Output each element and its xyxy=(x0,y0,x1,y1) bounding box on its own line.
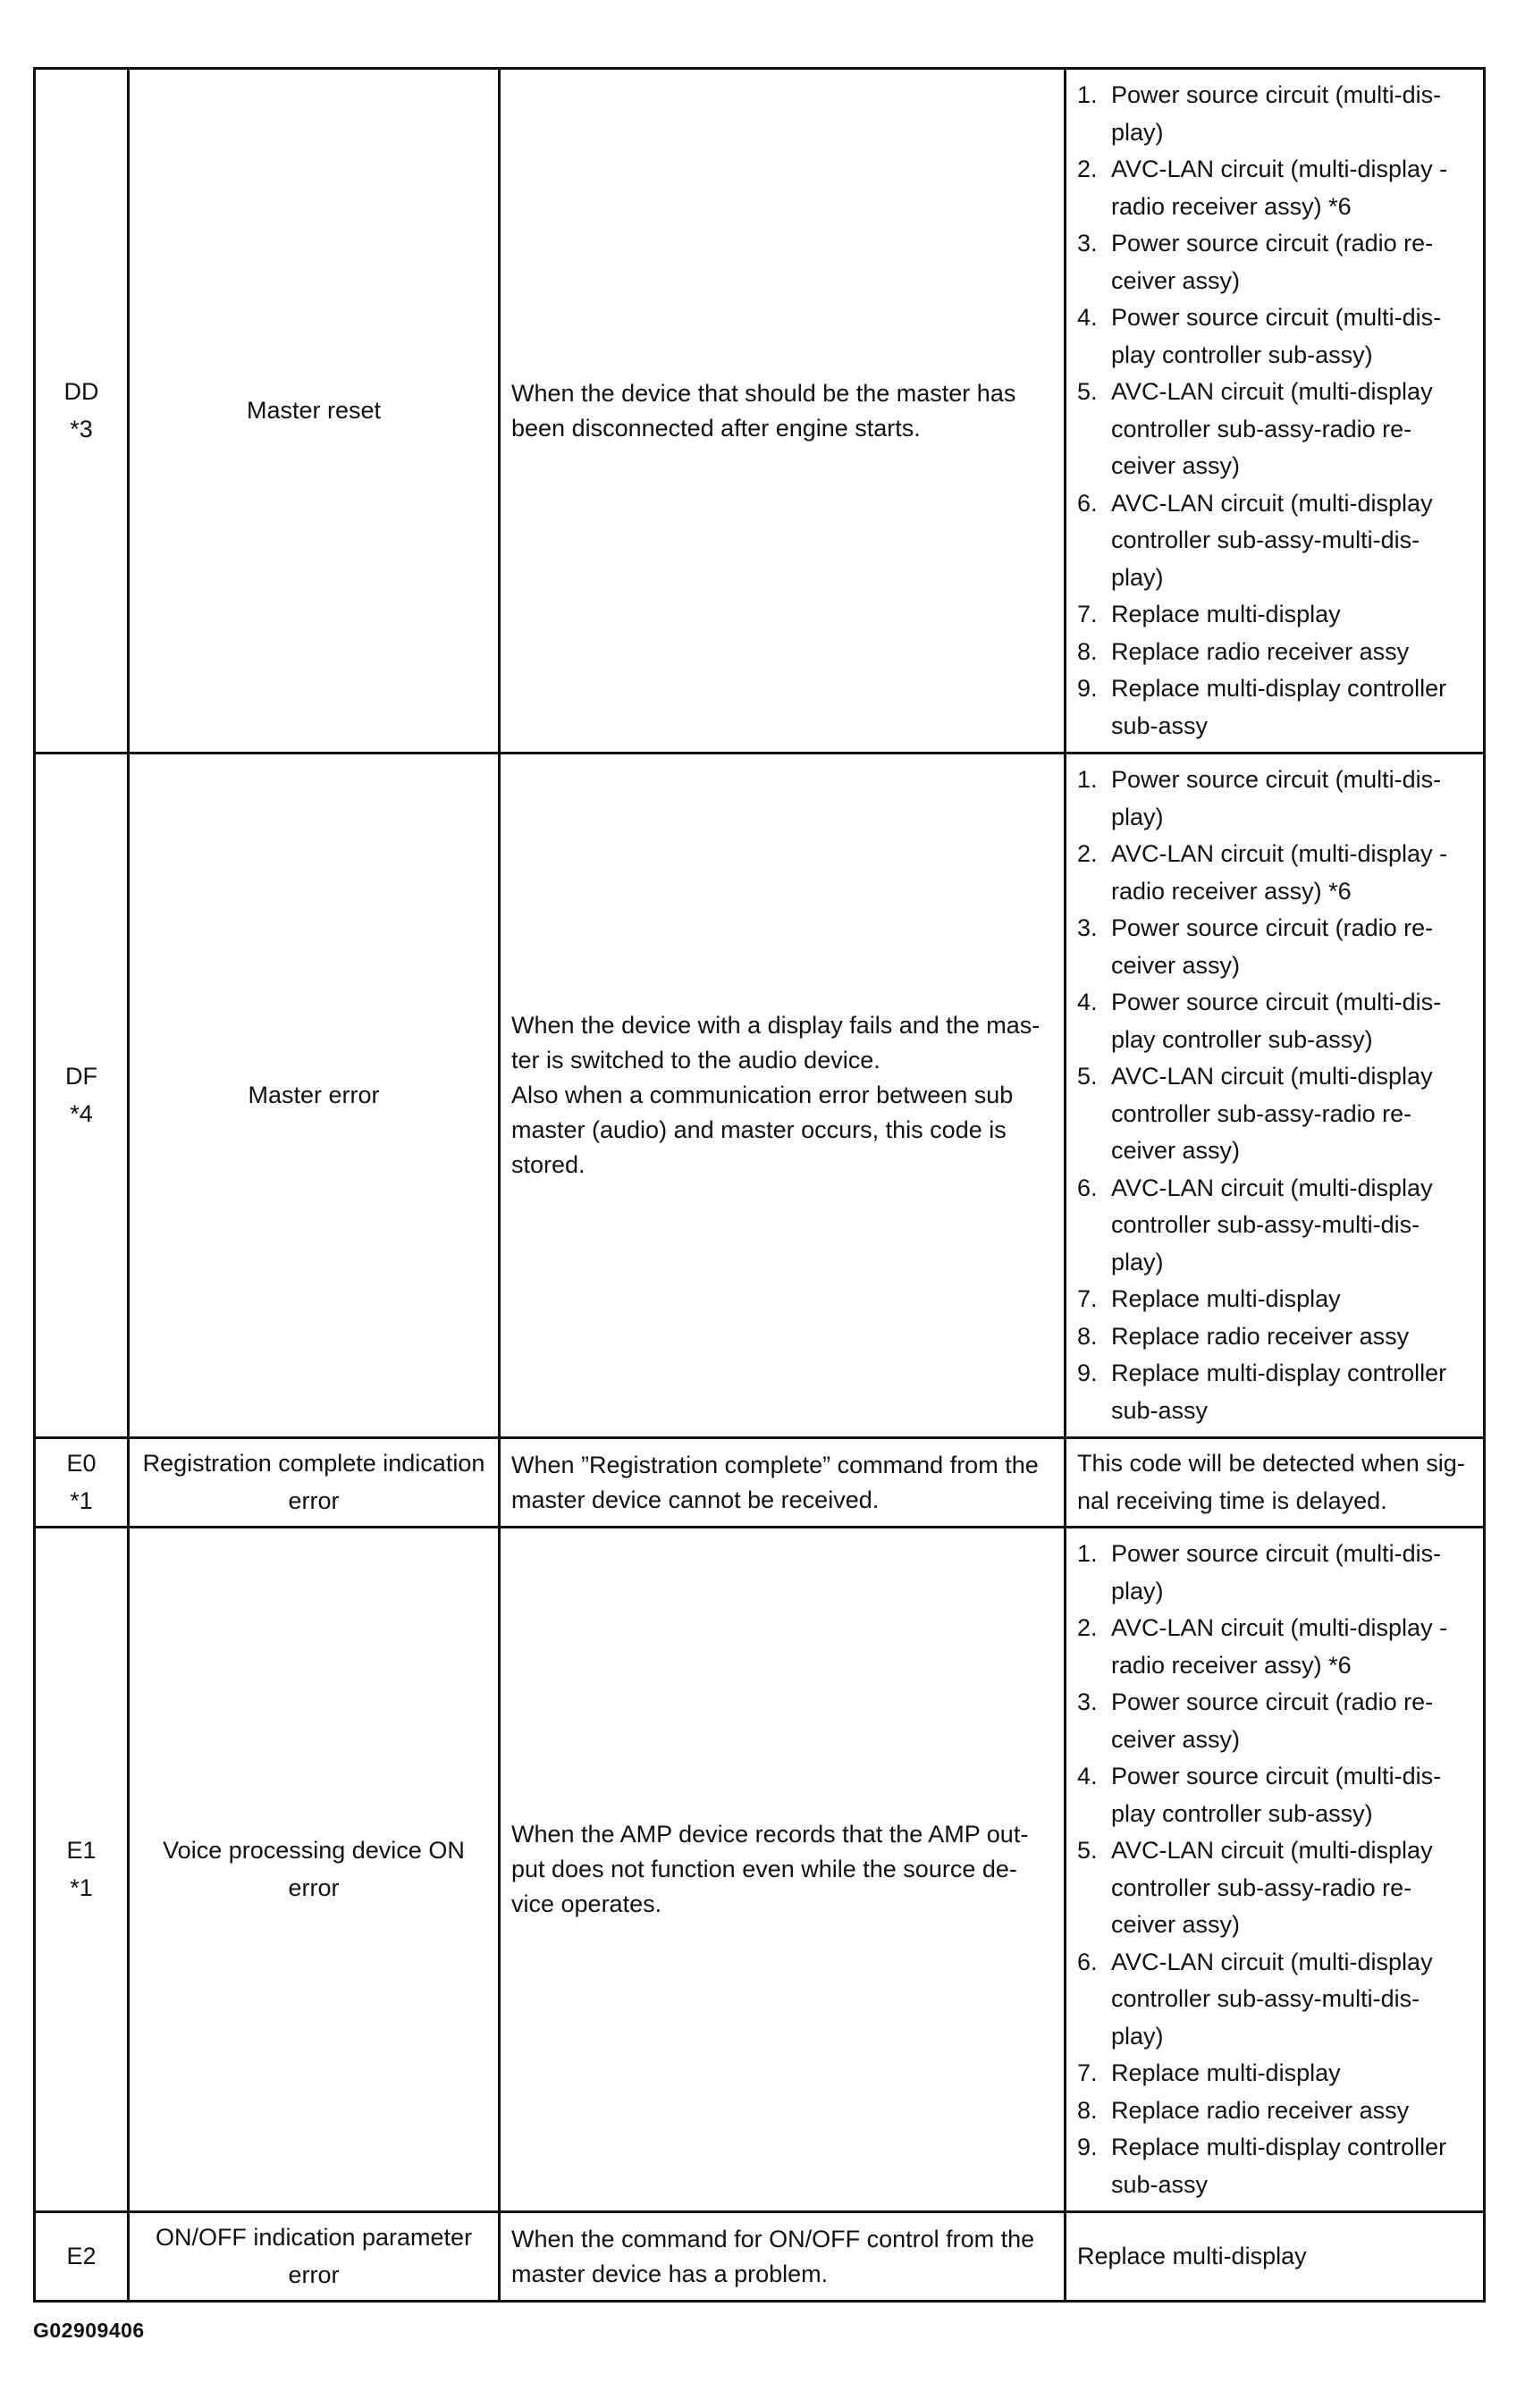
step-line: radio receiver assy) *6 xyxy=(1111,1651,1352,1679)
step-line: AVC-LAN circuit (multi-display xyxy=(1111,1174,1433,1201)
list-item xyxy=(1077,1832,1472,1944)
list-item xyxy=(1077,1610,1472,1684)
dtc-code: *1 xyxy=(70,1486,93,1514)
detection-item: Master error xyxy=(248,1081,380,1108)
list-item xyxy=(1077,2092,1472,2130)
step-line: AVC-LAN circuit (multi-display xyxy=(1111,1063,1433,1090)
step-line: AVC-LAN circuit (multi-display - xyxy=(1111,1614,1448,1641)
trouble-area-line: nal receiving time is delayed. xyxy=(1077,1486,1387,1514)
step-line: AVC-LAN circuit (multi-display xyxy=(1111,378,1433,405)
trouble-area-list xyxy=(1077,77,1472,745)
trouble-area-cell xyxy=(1066,69,1485,754)
table-row xyxy=(35,1438,1485,1528)
condition-line: When the command for ON/OFF control from the xyxy=(511,2225,1035,2252)
step-line: Replace multi-display controller xyxy=(1111,675,1447,702)
step-line: play) xyxy=(1111,1248,1164,1276)
step-number: 4. xyxy=(1077,989,1098,1015)
step-line: Replace multi-display controller xyxy=(1111,2134,1447,2160)
step-text xyxy=(1111,1281,1472,1318)
step-line: Power source circuit (multi-dis- xyxy=(1111,1763,1442,1789)
step-line: Power source circuit (radio re- xyxy=(1111,1688,1434,1715)
step-line: sub-assy xyxy=(1111,711,1209,739)
step-number: 7. xyxy=(1077,601,1098,627)
step-number: 9. xyxy=(1077,1360,1098,1386)
trouble-area-cell xyxy=(1066,1438,1485,1528)
step-number: 4. xyxy=(1077,304,1098,331)
trouble-area-cell xyxy=(1066,2212,1485,2302)
step-line: Replace multi-display xyxy=(1111,1285,1341,1312)
step-line: play) xyxy=(1111,1577,1164,1604)
step-number: 5. xyxy=(1077,1837,1098,1864)
step-text xyxy=(1111,2129,1472,2203)
dtc-code: DF xyxy=(65,1063,97,1090)
step-line: ceiver assy) xyxy=(1111,452,1241,479)
step-line: Replace radio receiver assy xyxy=(1111,2096,1410,2124)
step-number: 5. xyxy=(1077,378,1098,405)
list-item xyxy=(1077,1355,1472,1429)
dtc-code-cell xyxy=(35,1438,129,1528)
step-number: 6. xyxy=(1077,1174,1098,1201)
trouble-area-list xyxy=(1077,1536,1472,2203)
step-line: play) xyxy=(1111,2022,1164,2050)
figure-id: G02909406 xyxy=(33,2319,145,2342)
step-text xyxy=(1111,836,1472,910)
step-text xyxy=(1111,1355,1472,1429)
condition-text xyxy=(511,1008,1053,1183)
list-item xyxy=(1077,1536,1472,1610)
condition-line: ter is switched to the audio device. xyxy=(511,1047,880,1073)
step-line: AVC-LAN circuit (multi-display - xyxy=(1111,840,1448,867)
step-number: 2. xyxy=(1077,1614,1098,1641)
step-text xyxy=(1111,225,1472,299)
step-number: 8. xyxy=(1077,637,1098,665)
condition-cell xyxy=(500,1438,1066,1528)
step-text xyxy=(1111,984,1472,1058)
detection-item-cell xyxy=(129,1528,500,2212)
list-item xyxy=(1077,299,1472,374)
step-text xyxy=(1111,1944,1472,2056)
step-text xyxy=(1111,485,1472,597)
detection-item: error xyxy=(288,1873,340,1901)
dtc-code: *4 xyxy=(70,1099,93,1127)
dtc-code-cell xyxy=(35,2212,129,2302)
step-line: AVC-LAN circuit (multi-display xyxy=(1111,489,1433,517)
condition-line: stored. xyxy=(511,1151,586,1178)
condition-line: master device has a problem. xyxy=(511,2260,829,2287)
list-item xyxy=(1077,910,1472,984)
step-number: 3. xyxy=(1077,1688,1098,1715)
list-item xyxy=(1077,2129,1472,2203)
step-text xyxy=(1111,151,1472,225)
step-line: controller sub-assy-multi-dis- xyxy=(1111,1985,1420,2012)
step-line: ceiver assy) xyxy=(1111,951,1241,979)
step-line: play) xyxy=(1111,803,1164,830)
step-line: play controller sub-assy) xyxy=(1111,1799,1373,1827)
step-text xyxy=(1111,762,1472,836)
step-line: controller sub-assy-radio re- xyxy=(1111,1873,1412,1901)
step-text xyxy=(1111,1832,1472,1944)
dtc-table xyxy=(33,67,1486,2303)
condition-text xyxy=(511,1817,1053,1922)
list-item xyxy=(1077,634,1472,671)
condition-line: been disconnected after engine starts. xyxy=(511,414,921,442)
step-line: play) xyxy=(1111,118,1164,146)
step-text xyxy=(1111,2055,1472,2092)
step-number: 6. xyxy=(1077,489,1098,517)
step-line: ceiver assy) xyxy=(1111,1725,1241,1753)
step-line: radio receiver assy) *6 xyxy=(1111,877,1352,905)
detection-item: error xyxy=(288,1486,340,1514)
step-line: play controller sub-assy) xyxy=(1111,341,1373,368)
list-item xyxy=(1077,762,1472,836)
step-line: Power source circuit (multi-dis- xyxy=(1111,989,1442,1015)
detection-item: Voice processing device ON xyxy=(163,1837,465,1864)
table-row xyxy=(35,1528,1485,2212)
list-item xyxy=(1077,984,1472,1058)
dtc-code: *1 xyxy=(70,1873,93,1901)
step-line: Replace multi-display controller xyxy=(1111,1360,1447,1386)
detection-item-cell xyxy=(129,754,500,1438)
list-item xyxy=(1077,1758,1472,1832)
step-number: 8. xyxy=(1077,2096,1098,2124)
dtc-code-cell xyxy=(35,1528,129,2212)
detection-item: ON/OFF indication parameter xyxy=(155,2224,473,2251)
step-text xyxy=(1111,596,1472,634)
condition-line: master device cannot be received. xyxy=(511,1486,880,1513)
step-number: 1. xyxy=(1077,1540,1098,1567)
step-line: Power source circuit (multi-dis- xyxy=(1111,1540,1442,1567)
step-text xyxy=(1111,1536,1472,1610)
detection-item-cell xyxy=(129,1438,500,1528)
detection-item: error xyxy=(288,2261,340,2288)
dtc-code: E0 xyxy=(66,1450,97,1477)
step-line: AVC-LAN circuit (multi-display - xyxy=(1111,156,1448,182)
step-line: Replace radio receiver assy xyxy=(1111,637,1410,665)
list-item xyxy=(1077,1058,1472,1170)
dtc-code: *3 xyxy=(70,415,93,442)
step-text xyxy=(1111,1318,1472,1356)
step-line: controller sub-assy-multi-dis- xyxy=(1111,1211,1420,1238)
step-number: 2. xyxy=(1077,840,1098,867)
condition-cell xyxy=(500,754,1066,1438)
step-text xyxy=(1111,2092,1472,2130)
trouble-area-cell xyxy=(1066,1528,1485,2212)
step-number: 7. xyxy=(1077,1285,1098,1312)
list-item xyxy=(1077,1318,1472,1356)
step-line: controller sub-assy-multi-dis- xyxy=(1111,526,1420,553)
condition-line: vice operates. xyxy=(511,1890,662,1917)
trouble-area-line: Replace multi-display xyxy=(1077,2242,1307,2269)
step-text xyxy=(1111,1758,1472,1832)
condition-text xyxy=(511,2222,1053,2292)
table-row xyxy=(35,2212,1485,2302)
step-number: 2. xyxy=(1077,156,1098,182)
list-item xyxy=(1077,1684,1472,1758)
condition-text xyxy=(511,1448,1053,1518)
dtc-code: DD xyxy=(63,378,99,405)
step-line: play controller sub-assy) xyxy=(1111,1025,1373,1053)
step-text xyxy=(1111,77,1472,151)
step-number: 9. xyxy=(1077,2134,1098,2160)
detection-item-cell xyxy=(129,69,500,754)
step-line: Power source circuit (radio re- xyxy=(1111,914,1434,941)
step-number: 3. xyxy=(1077,230,1098,257)
list-item xyxy=(1077,374,1472,485)
step-line: Replace radio receiver assy xyxy=(1111,1322,1410,1350)
list-item xyxy=(1077,151,1472,225)
list-item xyxy=(1077,596,1472,634)
list-item xyxy=(1077,1281,1472,1318)
list-item xyxy=(1077,77,1472,151)
step-line: sub-assy xyxy=(1111,2170,1209,2198)
list-item xyxy=(1077,225,1472,299)
step-text xyxy=(1111,1684,1472,1758)
step-text xyxy=(1111,910,1472,984)
step-line: Replace multi-display xyxy=(1111,601,1341,627)
dtc-code-cell xyxy=(35,754,129,1438)
step-line: Power source circuit (multi-dis- xyxy=(1111,81,1442,108)
step-number: 5. xyxy=(1077,1063,1098,1090)
trouble-area-cell xyxy=(1066,754,1485,1438)
step-text xyxy=(1111,1170,1472,1282)
table-row xyxy=(35,754,1485,1438)
step-number: 4. xyxy=(1077,1763,1098,1789)
step-line: Power source circuit (multi-dis- xyxy=(1111,766,1442,793)
step-line: play) xyxy=(1111,563,1164,591)
step-text xyxy=(1111,1610,1472,1684)
detection-item-cell xyxy=(129,2212,500,2302)
trouble-area-line: This code will be detected when sig- xyxy=(1077,1450,1465,1477)
step-text xyxy=(1111,1058,1472,1170)
detection-item: Registration complete indication xyxy=(142,1450,485,1477)
condition-line: When the device that should be the master has xyxy=(511,379,1016,407)
table-row xyxy=(35,69,1485,754)
step-line: AVC-LAN circuit (multi-display xyxy=(1111,1837,1433,1864)
detection-item: Master reset xyxy=(246,396,382,424)
step-number: 9. xyxy=(1077,675,1098,702)
step-line: sub-assy xyxy=(1111,1396,1209,1424)
condition-line: master (audio) and master occurs, this code is xyxy=(511,1116,1007,1143)
condition-text xyxy=(511,376,1053,446)
list-item xyxy=(1077,670,1472,745)
step-text xyxy=(1111,634,1472,671)
condition-line: When ”Registration complete” command from the xyxy=(511,1451,1039,1478)
step-text xyxy=(1111,374,1472,485)
condition-cell xyxy=(500,1528,1066,2212)
step-line: controller sub-assy-radio re- xyxy=(1111,1099,1412,1127)
step-text xyxy=(1111,670,1472,745)
dtc-code-cell xyxy=(35,69,129,754)
dtc-code: E2 xyxy=(66,2242,97,2269)
step-line: AVC-LAN circuit (multi-display xyxy=(1111,1948,1433,1975)
step-line: Power source circuit (radio re- xyxy=(1111,230,1434,257)
list-item xyxy=(1077,1170,1472,1282)
step-number: 8. xyxy=(1077,1322,1098,1350)
condition-cell xyxy=(500,69,1066,754)
step-line: controller sub-assy-radio re- xyxy=(1111,415,1412,442)
dtc-code: E1 xyxy=(66,1837,97,1864)
step-line: ceiver assy) xyxy=(1111,1137,1241,1164)
step-line: Power source circuit (multi-dis- xyxy=(1111,304,1442,331)
step-line: ceiver assy) xyxy=(1111,266,1241,294)
condition-line: Also when a communication error between sub xyxy=(511,1082,1014,1108)
condition-line: When the device with a display fails and the mas- xyxy=(511,1012,1041,1039)
step-number: 6. xyxy=(1077,1948,1098,1975)
step-line: Replace multi-display xyxy=(1111,2059,1341,2086)
list-item xyxy=(1077,836,1472,910)
list-item xyxy=(1077,1944,1472,2056)
list-item xyxy=(1077,485,1472,597)
step-number: 1. xyxy=(1077,766,1098,793)
step-line: radio receiver assy) *6 xyxy=(1111,192,1352,220)
list-item xyxy=(1077,2055,1472,2092)
step-number: 3. xyxy=(1077,914,1098,941)
condition-line: put does not function even while the source de- xyxy=(511,1856,1017,1882)
step-line: ceiver assy) xyxy=(1111,1911,1241,1938)
trouble-area-list xyxy=(1077,762,1472,1429)
condition-cell xyxy=(500,2212,1066,2302)
condition-line: When the AMP device records that the AMP out- xyxy=(511,1821,1029,1848)
step-text xyxy=(1111,299,1472,374)
step-number: 7. xyxy=(1077,2059,1098,2086)
step-number: 1. xyxy=(1077,81,1098,108)
